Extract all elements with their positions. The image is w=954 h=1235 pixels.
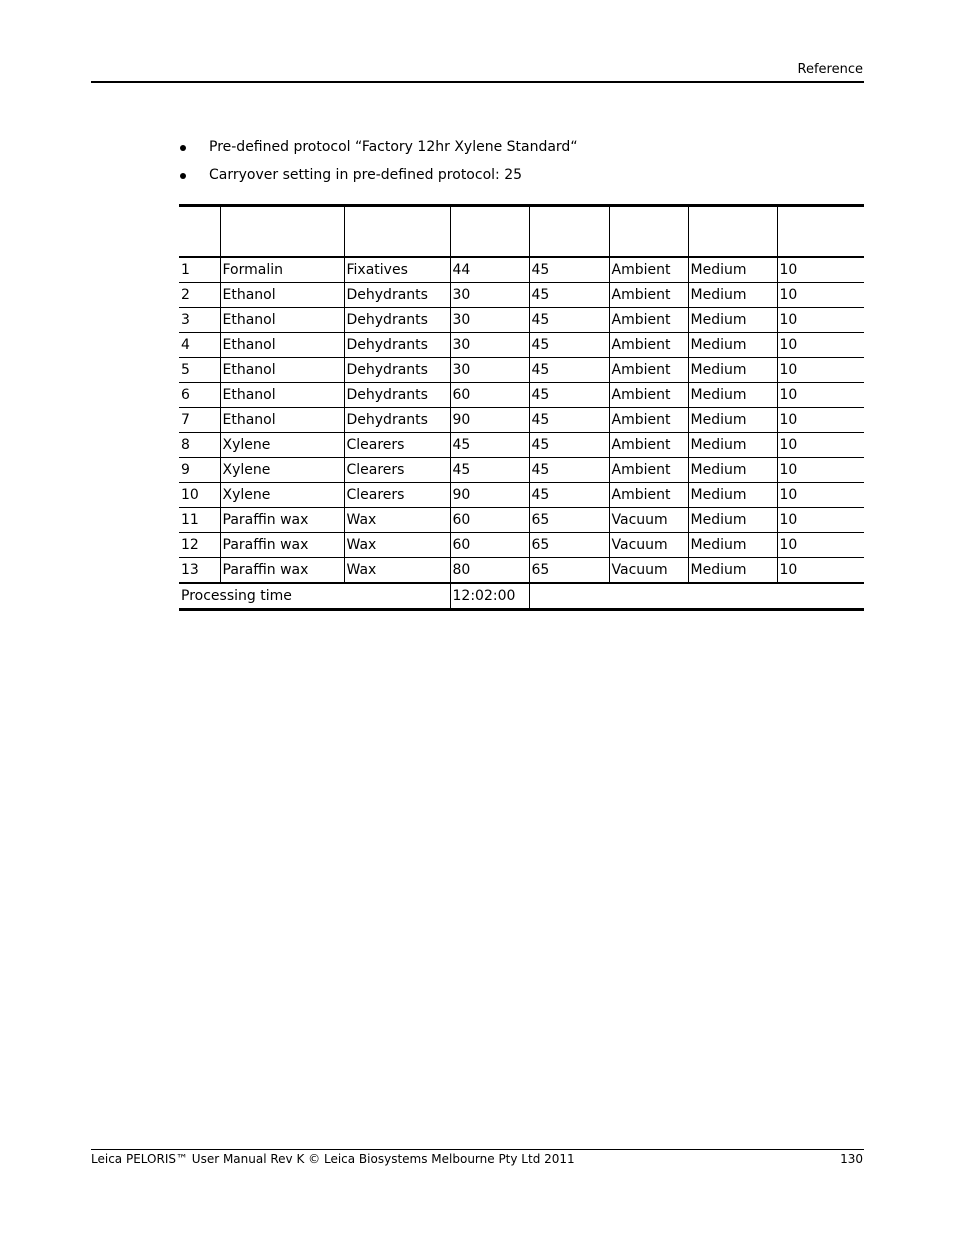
table-cell: 65	[529, 533, 609, 558]
header-cell	[777, 206, 864, 258]
table-cell: 90	[450, 408, 529, 433]
table-cell: 10	[179, 483, 220, 508]
table-cell: 45	[529, 408, 609, 433]
table-cell: 65	[529, 558, 609, 584]
table-cell: Vacuum	[609, 508, 688, 533]
header-cell	[179, 206, 220, 258]
table-cell: 10	[777, 533, 864, 558]
table-cell: Ambient	[609, 257, 688, 283]
table-cell: Xylene	[220, 458, 344, 483]
table-row	[179, 533, 864, 558]
processing-time-value: 12:02:00	[450, 583, 529, 610]
protocol-table-container	[179, 204, 864, 611]
table-cell: Ambient	[609, 483, 688, 508]
table-cell: Paraffin wax	[220, 508, 344, 533]
table-cell: 10	[777, 358, 864, 383]
header-cell	[609, 206, 688, 258]
table-cell: 10	[777, 433, 864, 458]
table-cell: 10	[777, 558, 864, 584]
table-cell: Ambient	[609, 433, 688, 458]
table-cell: 45	[529, 483, 609, 508]
table-cell: Ambient	[609, 333, 688, 358]
header-cell	[450, 206, 529, 258]
table-cell: 10	[777, 308, 864, 333]
table-cell: Medium	[688, 308, 777, 333]
bullet-list	[178, 137, 578, 193]
table-cell: Medium	[688, 458, 777, 483]
bullet-item	[178, 165, 578, 193]
bullet-item	[178, 137, 578, 165]
table-cell: 45	[529, 383, 609, 408]
table-header-row	[179, 206, 864, 258]
table-cell: Ethanol	[220, 333, 344, 358]
table-cell: 10	[777, 408, 864, 433]
table-cell: 30	[450, 308, 529, 333]
table-cell: Clearers	[344, 458, 450, 483]
processing-time-row	[179, 583, 864, 610]
table-cell: 10	[777, 383, 864, 408]
table-cell: Medium	[688, 433, 777, 458]
table-row	[179, 283, 864, 308]
header-cell	[688, 206, 777, 258]
page-number: 130	[840, 1152, 863, 1166]
table-cell: Dehydrants	[344, 308, 450, 333]
footer-copyright: Leica PELORIS™ User Manual Rev K © Leica Biosystems Melbourne Pty Ltd 2011	[91, 1152, 575, 1166]
table-cell: Medium	[688, 257, 777, 283]
table-cell: 45	[529, 333, 609, 358]
table-cell: Vacuum	[609, 533, 688, 558]
header-rule	[91, 81, 864, 83]
table-cell: Formalin	[220, 257, 344, 283]
table-cell: 80	[450, 558, 529, 584]
table-cell: Vacuum	[609, 558, 688, 584]
table-cell: Dehydrants	[344, 358, 450, 383]
table-cell: 60	[450, 383, 529, 408]
table-cell: 10	[777, 257, 864, 283]
table-cell: 45	[529, 433, 609, 458]
table-cell: 45	[529, 358, 609, 383]
table-cell: 10	[777, 283, 864, 308]
table-cell: 9	[179, 458, 220, 483]
table-row	[179, 483, 864, 508]
table-row	[179, 508, 864, 533]
table-cell: 45	[450, 458, 529, 483]
bullet-text: Pre-defined protocol “Factory 12hr Xylene Standard“	[209, 139, 578, 155]
protocol-table	[179, 204, 864, 611]
table-cell: 90	[450, 483, 529, 508]
header-cell	[529, 206, 609, 258]
table-cell: 30	[450, 333, 529, 358]
table-cell: Ethanol	[220, 358, 344, 383]
table-cell: 13	[179, 558, 220, 584]
table-cell: Medium	[688, 333, 777, 358]
table-cell: 8	[179, 433, 220, 458]
table-cell: Wax	[344, 508, 450, 533]
table-cell: Paraffin wax	[220, 533, 344, 558]
table-cell: 4	[179, 333, 220, 358]
table-cell: 45	[529, 458, 609, 483]
bullet-text: Carryover setting in pre-defined protocol: 25	[209, 167, 523, 183]
table-cell: Medium	[688, 283, 777, 308]
table-row	[179, 358, 864, 383]
table-cell: Ambient	[609, 458, 688, 483]
bullet-icon	[180, 173, 186, 179]
table-cell: Ambient	[609, 408, 688, 433]
table-cell: Xylene	[220, 433, 344, 458]
header-cell	[344, 206, 450, 258]
table-cell: Medium	[688, 508, 777, 533]
table-cell: Ethanol	[220, 408, 344, 433]
table-cell: Ethanol	[220, 283, 344, 308]
table-row	[179, 458, 864, 483]
table-cell: 2	[179, 283, 220, 308]
table-cell: 44	[450, 257, 529, 283]
table-cell: Ambient	[609, 358, 688, 383]
table-cell: Ethanol	[220, 383, 344, 408]
table-cell: Ambient	[609, 283, 688, 308]
empty-cell	[529, 583, 864, 610]
table-cell: 45	[450, 433, 529, 458]
table-cell: Clearers	[344, 483, 450, 508]
table-row	[179, 558, 864, 584]
table-cell: Paraffin wax	[220, 558, 344, 584]
table-cell: Xylene	[220, 483, 344, 508]
table-cell: Medium	[688, 483, 777, 508]
header-cell	[220, 206, 344, 258]
table-row	[179, 257, 864, 283]
table-cell: 10	[777, 458, 864, 483]
table-cell: 6	[179, 383, 220, 408]
table-cell: 30	[450, 283, 529, 308]
table-cell: Dehydrants	[344, 383, 450, 408]
table-row	[179, 308, 864, 333]
table-cell: 45	[529, 283, 609, 308]
table-cell: 30	[450, 358, 529, 383]
table-cell: Wax	[344, 533, 450, 558]
table-cell: Medium	[688, 383, 777, 408]
table-cell: 45	[529, 308, 609, 333]
section-label: Reference	[797, 62, 863, 77]
table-cell: Dehydrants	[344, 408, 450, 433]
table-cell: Medium	[688, 533, 777, 558]
table-cell: Clearers	[344, 433, 450, 458]
bullet-icon	[180, 145, 186, 151]
table-cell: Fixatives	[344, 257, 450, 283]
table-row	[179, 433, 864, 458]
table-cell: Medium	[688, 358, 777, 383]
table-cell: 10	[777, 483, 864, 508]
table-cell: 60	[450, 508, 529, 533]
table-cell: 11	[179, 508, 220, 533]
table-cell: Ethanol	[220, 308, 344, 333]
table-cell: Medium	[688, 408, 777, 433]
footer-rule	[91, 1149, 864, 1150]
table-row	[179, 383, 864, 408]
table-cell: 10	[777, 508, 864, 533]
table-row	[179, 408, 864, 433]
table-row	[179, 333, 864, 358]
table-cell: 60	[450, 533, 529, 558]
table-cell: 5	[179, 358, 220, 383]
table-cell: Dehydrants	[344, 283, 450, 308]
table-cell: 65	[529, 508, 609, 533]
table-cell: 10	[777, 333, 864, 358]
table-cell: 12	[179, 533, 220, 558]
table-cell: Ambient	[609, 383, 688, 408]
table-cell: 45	[529, 257, 609, 283]
table-cell: 7	[179, 408, 220, 433]
table-cell: Medium	[688, 558, 777, 584]
table-cell: Wax	[344, 558, 450, 584]
table-cell: Ambient	[609, 308, 688, 333]
processing-time-label: Processing time	[179, 583, 450, 610]
table-cell: 1	[179, 257, 220, 283]
table-cell: 3	[179, 308, 220, 333]
table-cell: Dehydrants	[344, 333, 450, 358]
